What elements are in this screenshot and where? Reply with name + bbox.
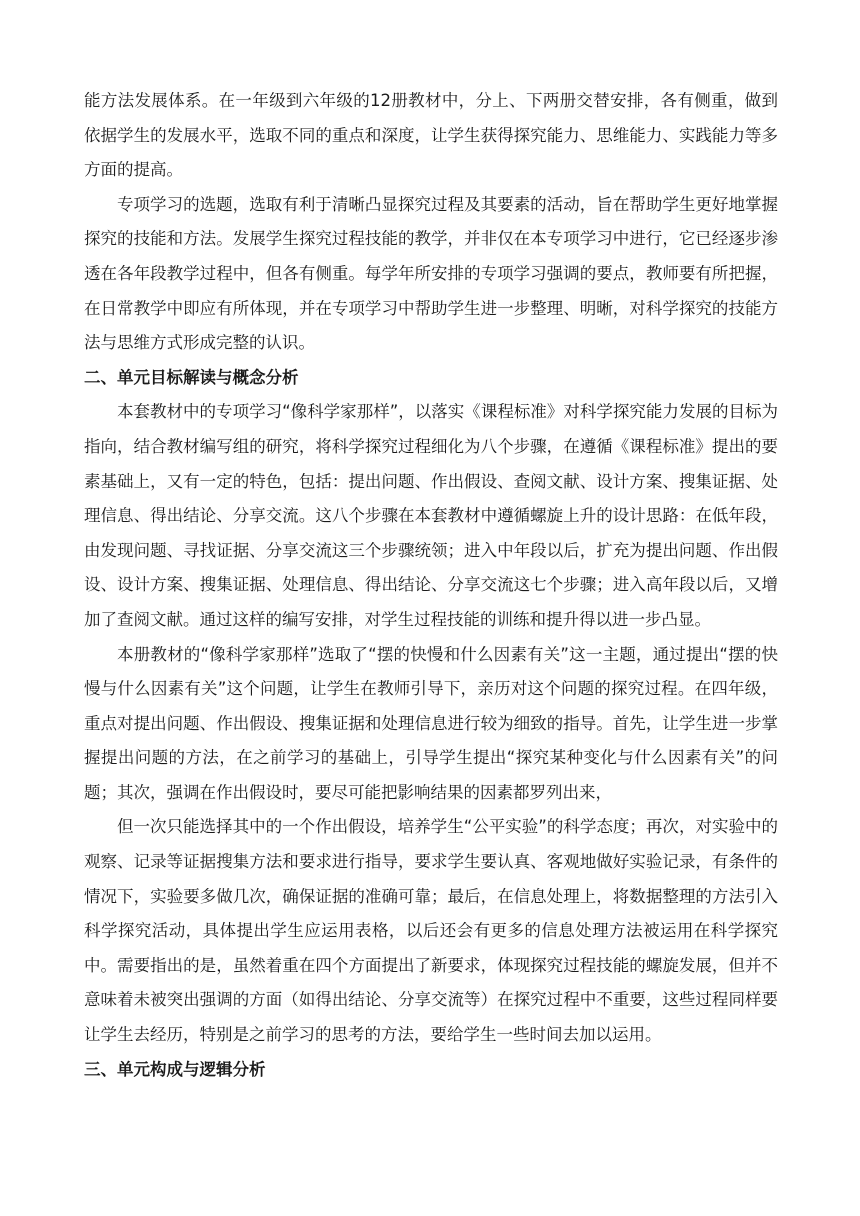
paragraph-topic-selection: 专项学习的选题，选取有利于清晰凸显探究过程及其要素的活动，旨在帮助学生更好地掌握探究的技能和方法。发展学生探究过程技能的教学，并非仅在本专项学习中进行，它已经逐步渗透在各年段教学过程中，但各有侧重。每学年所安排的专项学习强调的要点，教师要有所把握，在日常教学中即应有所体现，并在专项学习中帮助学生进一步整理、明晰，对科学探究的技能方法与思维方式形成完整的认识。 (84, 194, 778, 353)
paragraph-fair-experiment: 但一次只能选择其中的一个作出假设，培养学生“公平实验”的科学态度；再次，对实验中的观察、记录等证据搜集方法和要求进行指导，要求学生要认真、客观地做好实验记录，有条件的情况下，实验要多做几次，确保证据的准确可靠；最后，在信息处理上，将数据整理的方法引入科学探究活动，具体提出学生应运用表格，以后还会有更多的信息处理方法被运用在科学探究中。需要指出的是，虽然着重在四个方面提出了新要求，体现探究过程技能的螺旋发展，但并不意味着未被突出强调的方面（如得出结论、分享交流等）在探究过程中不重要，这些过程同样要让学生去经历，特别是之前学习的思考的方法，要给学生一些时间去加以运用。 (84, 817, 778, 1045)
paragraph-system-overview: 能方法发展体系。在一年级到六年级的12册教材中，分上、下两册交替安排，各有侧重，做到依据学生的发展水平，选取不同的重点和深度，让学生获得探究能力、思维能力、实践能力等多方面的提高。 (84, 91, 778, 180)
paragraph-eight-steps: 本套教材中的专项学习“像科学家那样”，以落实《课程标准》对科学探究能力发展的目标为指向，结合教材编写组的研究，将科学探究过程细化为八个步骤，在遵循《课程标准》提出的要素基础上，又有一定的特色，包括：提出问题、作出假设、查阅文献、设计方案、搜集证据、处理信息、得出结论、分享交流。这八个步骤在本套教材中遵循螺旋上升的设计思路：在低年段，由发现问题、寻找证据、分享交流这三个步骤统领；进入中年段以后，扩充为提出问题、作出假设、设计方案、搜集证据、处理信息、得出结论、分享交流这七个步骤；进入高年段以后，又增加了查阅文献。通过这样的编写安排，对学生过程技能的训练和提升得以进一步凸显。 (84, 402, 778, 629)
document-page (84, 84, 778, 1087)
section-heading-unit-goals: 二、单元目标解读与概念分析 (84, 367, 299, 387)
paragraph-pendulum-topic: 本册教材的“像科学家那样”选取了“摆的快慢和什么因素有关”这一主题，通过提出“摆的快慢与什么因素有关”这个问题，让学生在教师引导下，亲历对这个问题的探究过程。在四年级，重点对提出问题、作出假设、搜集证据和处理信息进行较为细致的指导。首先，让学生进一步掌握提出问题的方法，在之前学习的基础上，引导学生提出“探究某种变化与什么因素有关”的问题；其次，强调在作出假设时，要尽可能把影响结果的因素都罗列出来， (84, 644, 778, 802)
section-heading-unit-structure: 三、单元构成与逻辑分析 (84, 1059, 266, 1079)
